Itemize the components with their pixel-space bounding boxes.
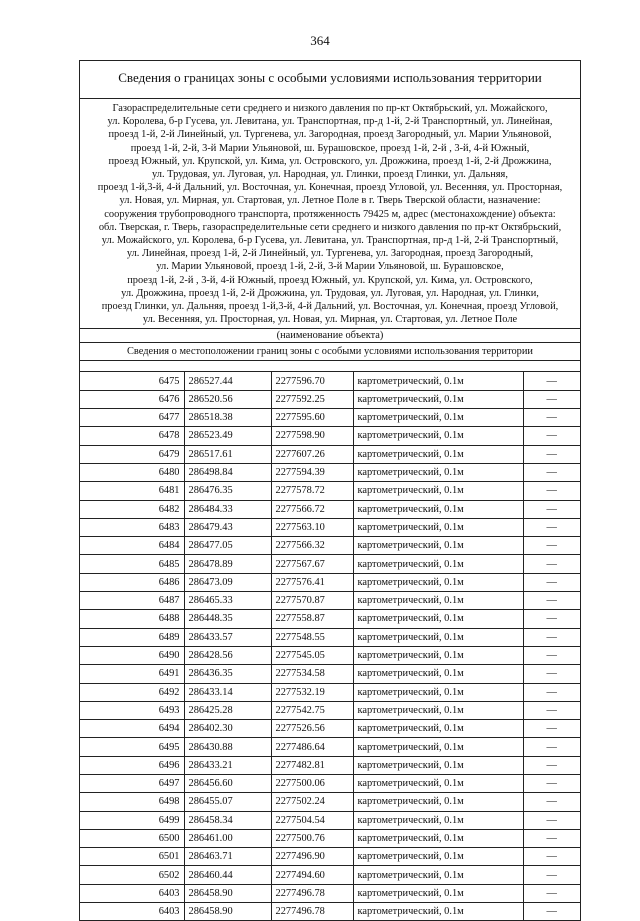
x-coordinate-cell: 286458.34 [184, 811, 271, 829]
method-cell: картометрический, 0.1м [353, 774, 523, 792]
method-cell: картометрический, 0.1м [353, 500, 523, 518]
y-coordinate-cell: 2277598.90 [271, 427, 353, 445]
method-cell: картометрический, 0.1м [353, 848, 523, 866]
x-coordinate-cell: 286461.00 [184, 829, 271, 847]
description-line: обл. Тверская, г. Тверь, газораспределительные сети среднего и низкого давления по пр-кт Октябрьский, [98, 221, 562, 233]
description-cell: — [523, 463, 580, 481]
point-number-cell: 6403 [80, 903, 184, 921]
y-coordinate-cell: 2277566.32 [271, 537, 353, 555]
method-cell: картометрический, 0.1м [353, 793, 523, 811]
y-coordinate-cell: 2277502.24 [271, 793, 353, 811]
method-cell: картометрический, 0.1м [353, 683, 523, 701]
y-coordinate-cell: 2277496.90 [271, 848, 353, 866]
x-coordinate-cell: 286456.60 [184, 774, 271, 792]
location-section-header: Сведения о местоположении границ зоны с особыми условиями использования территории [80, 343, 580, 361]
x-coordinate-cell: 286463.71 [184, 848, 271, 866]
method-cell: картометрический, 0.1м [353, 555, 523, 573]
y-coordinate-cell: 2277532.19 [271, 683, 353, 701]
point-number-cell: 6483 [80, 518, 184, 536]
point-number-cell: 6485 [80, 555, 184, 573]
description-line: ул. Королева, б-р Гусева, ул. Левитана, ул. Транспортная, пр-д 1-й, 2-й Транспортный, ул. Линейная, [107, 116, 553, 128]
table-row [80, 848, 580, 866]
table-row [80, 463, 580, 481]
point-number-cell: 6479 [80, 445, 184, 463]
method-cell: картометрический, 0.1м [353, 610, 523, 628]
description-cell: — [523, 518, 580, 536]
table-row [80, 409, 580, 427]
description-cell: — [523, 573, 580, 591]
method-cell: картометрический, 0.1м [353, 482, 523, 500]
description-cell: — [523, 683, 580, 701]
description-cell: — [523, 628, 580, 646]
table-row [80, 482, 580, 500]
y-coordinate-cell: 2277500.06 [271, 774, 353, 792]
description-cell: — [523, 793, 580, 811]
description-cell: — [523, 720, 580, 738]
point-number-cell: 6484 [80, 537, 184, 555]
y-coordinate-cell: 2277534.58 [271, 665, 353, 683]
y-coordinate-cell: 2277545.05 [271, 646, 353, 664]
table-row [80, 701, 580, 719]
table-row [80, 610, 580, 628]
x-coordinate-cell: 286476.35 [184, 482, 271, 500]
method-cell: картометрический, 0.1м [353, 628, 523, 646]
x-coordinate-cell: 286473.09 [184, 573, 271, 591]
description-cell: — [523, 829, 580, 847]
description-cell: — [523, 427, 580, 445]
method-cell: картометрический, 0.1м [353, 701, 523, 719]
method-cell: картометрический, 0.1м [353, 592, 523, 610]
point-number-cell: 6493 [80, 701, 184, 719]
x-coordinate-cell: 286477.05 [184, 537, 271, 555]
point-number-cell: 6475 [80, 372, 184, 390]
method-cell: картометрический, 0.1м [353, 537, 523, 555]
method-cell: картометрический, 0.1м [353, 811, 523, 829]
description-cell: — [523, 811, 580, 829]
method-cell: картометрический, 0.1м [353, 463, 523, 481]
description-line: проезд Южный, ул. Крупской, ул. Кима, ул. Островского, ул. Дрожжина, проезд 1-й, 2-й Дрожжина, [108, 155, 552, 167]
zone-boundary-document [79, 60, 581, 921]
y-coordinate-cell: 2277548.55 [271, 628, 353, 646]
x-coordinate-cell: 286517.61 [184, 445, 271, 463]
x-coordinate-cell: 286436.35 [184, 665, 271, 683]
page-number: 364 [310, 33, 330, 48]
x-coordinate-cell: 286428.56 [184, 646, 271, 664]
point-number-cell: 6482 [80, 500, 184, 518]
description-line: проезд 1-й,3-й, 4-й Дальний, ул. Восточная, ул. Конечная, проезд Угловой, ул. Весенняя, ул. Просторная, [97, 182, 563, 194]
description-cell: — [523, 774, 580, 792]
x-coordinate-cell: 286433.21 [184, 756, 271, 774]
method-cell: картометрический, 0.1м [353, 427, 523, 445]
y-coordinate-cell: 2277558.87 [271, 610, 353, 628]
method-cell: картометрический, 0.1м [353, 720, 523, 738]
method-cell: картометрический, 0.1м [353, 829, 523, 847]
table-row [80, 866, 580, 884]
description-cell: — [523, 372, 580, 390]
description-line: ул. Марии Ульяновой, проезд 1-й, 2-й, 3-й Марии Ульяновой, ш. Бурашовское, [156, 261, 504, 273]
description-line: сооружения трубопроводного транспорта, протяженность 79425 м, адрес (местонахождение) объекта: [104, 208, 556, 220]
method-cell: картометрический, 0.1м [353, 665, 523, 683]
x-coordinate-cell: 286479.43 [184, 518, 271, 536]
description-cell: — [523, 701, 580, 719]
y-coordinate-cell: 2277576.41 [271, 573, 353, 591]
description-cell: — [523, 884, 580, 902]
coordinates-table [80, 371, 580, 920]
y-coordinate-cell: 2277570.87 [271, 592, 353, 610]
point-number-cell: 6487 [80, 592, 184, 610]
x-coordinate-cell: 286498.84 [184, 463, 271, 481]
table-row [80, 756, 580, 774]
y-coordinate-cell: 2277494.60 [271, 866, 353, 884]
table-row [80, 646, 580, 664]
x-coordinate-cell: 286527.44 [184, 372, 271, 390]
method-cell: картометрический, 0.1м [353, 372, 523, 390]
table-row [80, 793, 580, 811]
table-row [80, 500, 580, 518]
method-cell: картометрический, 0.1м [353, 738, 523, 756]
table-row [80, 829, 580, 847]
description-line: Газораспределительные сети среднего и низкого давления по пр-кт Октябрьский, ул. Можайского, [112, 103, 548, 114]
x-coordinate-cell: 286402.30 [184, 720, 271, 738]
table-row [80, 390, 580, 408]
point-number-cell: 6498 [80, 793, 184, 811]
x-coordinate-cell: 286458.90 [184, 903, 271, 921]
table-row [80, 427, 580, 445]
description-cell: — [523, 903, 580, 921]
description-cell: — [523, 756, 580, 774]
y-coordinate-cell: 2277500.76 [271, 829, 353, 847]
point-number-cell: 6501 [80, 848, 184, 866]
description-line: проезд 1-й, 2-й, 3-й Марии Ульяновой, ш. Бурашовское, проезд 1-й, 2-й , 3-й, 4-й Южный, [130, 142, 530, 154]
description-line: ул. Дрожжина, проезд 1-й, 2-й Дрожжина, ул. Трудовая, ул. Луговая, ул. Народная, ул. Глинки, [121, 287, 539, 299]
description-cell: — [523, 738, 580, 756]
y-coordinate-cell: 2277563.10 [271, 518, 353, 536]
description-line: проезд Глинки, ул. Дальняя, проезд 1-й,3-й, 4-й Дальний, ул. Восточная, ул. Конечная, проезд Угловой, [101, 301, 559, 313]
object-name-caption: (наименование объекта) [80, 329, 580, 343]
x-coordinate-cell: 286433.57 [184, 628, 271, 646]
point-number-cell: 6488 [80, 610, 184, 628]
object-description [80, 99, 580, 329]
x-coordinate-cell: 286430.88 [184, 738, 271, 756]
point-number-cell: 6476 [80, 390, 184, 408]
point-number-cell: 6494 [80, 720, 184, 738]
x-coordinate-cell: 286523.49 [184, 427, 271, 445]
table-row [80, 592, 580, 610]
x-coordinate-cell: 286455.07 [184, 793, 271, 811]
point-number-cell: 6403 [80, 884, 184, 902]
point-number-cell: 6497 [80, 774, 184, 792]
method-cell: картометрический, 0.1м [353, 646, 523, 664]
y-coordinate-cell: 2277496.78 [271, 884, 353, 902]
y-coordinate-cell: 2277504.54 [271, 811, 353, 829]
y-coordinate-cell: 2277596.70 [271, 372, 353, 390]
description-cell: — [523, 555, 580, 573]
x-coordinate-cell: 286465.33 [184, 592, 271, 610]
point-number-cell: 6489 [80, 628, 184, 646]
point-number-cell: 6478 [80, 427, 184, 445]
method-cell: картометрический, 0.1м [353, 390, 523, 408]
description-cell: — [523, 482, 580, 500]
point-number-cell: 6481 [80, 482, 184, 500]
y-coordinate-cell: 2277578.72 [271, 482, 353, 500]
table-row [80, 628, 580, 646]
method-cell: картометрический, 0.1м [353, 573, 523, 591]
y-coordinate-cell: 2277566.72 [271, 500, 353, 518]
table-row [80, 537, 580, 555]
x-coordinate-cell: 286433.14 [184, 683, 271, 701]
y-coordinate-cell: 2277592.25 [271, 390, 353, 408]
table-row [80, 738, 580, 756]
point-number-cell: 6499 [80, 811, 184, 829]
method-cell: картометрический, 0.1м [353, 884, 523, 902]
table-row [80, 811, 580, 829]
point-number-cell: 6480 [80, 463, 184, 481]
y-coordinate-cell: 2277595.60 [271, 409, 353, 427]
description-cell: — [523, 592, 580, 610]
y-coordinate-cell: 2277482.81 [271, 756, 353, 774]
description-line: ул. Трудовая, ул. Луговая, ул. Народная, ул. Глинки, проезд Глинки, ул. Дальняя, [152, 169, 508, 181]
method-cell: картометрический, 0.1м [353, 518, 523, 536]
x-coordinate-cell: 286425.28 [184, 701, 271, 719]
method-cell: картометрический, 0.1м [353, 445, 523, 463]
description-cell: — [523, 665, 580, 683]
point-number-cell: 6496 [80, 756, 184, 774]
description-line: проезд 1-й, 2-й Линейный, ул. Тургенева, ул. Загородная, проезд Загородный, ул. Марии Ульяновой, [108, 129, 552, 141]
description-line: ул. Линейная, проезд 1-й, 2-й Линейный, ул. Тургенева, ул. Загородная, проезд Загородный, [126, 248, 534, 260]
point-number-cell: 6490 [80, 646, 184, 664]
table-row [80, 774, 580, 792]
point-number-cell: 6486 [80, 573, 184, 591]
method-cell: картометрический, 0.1м [353, 903, 523, 921]
point-number-cell: 6502 [80, 866, 184, 884]
description-line: ул. Новая, ул. Мирная, ул. Стартовая, ул. Летное Поле в г. Тверь Тверской области, назначение: [119, 195, 541, 207]
description-line: ул. Весенняя, ул. Просторная, ул. Новая, ул. Мирная, ул. Стартовая, ул. Летное Поле [142, 314, 518, 326]
description-line: проезд 1-й, 2-й , 3-й, 4-й Южный, проезд Южный, ул. Крупской, ул. Кима, ул. Островского, [127, 274, 533, 286]
y-coordinate-cell: 2277542.75 [271, 701, 353, 719]
description-cell: — [523, 390, 580, 408]
description-cell: — [523, 848, 580, 866]
coordinates-table-body [80, 372, 580, 920]
y-coordinate-cell: 2277486.64 [271, 738, 353, 756]
x-coordinate-cell: 286478.89 [184, 555, 271, 573]
table-row [80, 445, 580, 463]
table-row [80, 903, 580, 921]
point-number-cell: 6491 [80, 665, 184, 683]
method-cell: картометрический, 0.1м [353, 756, 523, 774]
table-row [80, 555, 580, 573]
description-cell: — [523, 445, 580, 463]
table-row [80, 720, 580, 738]
y-coordinate-cell: 2277526.56 [271, 720, 353, 738]
description-cell: — [523, 610, 580, 628]
point-number-cell: 6492 [80, 683, 184, 701]
table-row [80, 665, 580, 683]
description-cell: — [523, 866, 580, 884]
x-coordinate-cell: 286484.33 [184, 500, 271, 518]
method-cell: картометрический, 0.1м [353, 866, 523, 884]
description-cell: — [523, 500, 580, 518]
header-spacer [80, 361, 580, 371]
description-cell: — [523, 646, 580, 664]
x-coordinate-cell: 286448.35 [184, 610, 271, 628]
x-coordinate-cell: 286460.44 [184, 866, 271, 884]
y-coordinate-cell: 2277567.67 [271, 555, 353, 573]
point-number-cell: 6500 [80, 829, 184, 847]
description-cell: — [523, 537, 580, 555]
table-row [80, 573, 580, 591]
x-coordinate-cell: 286518.38 [184, 409, 271, 427]
x-coordinate-cell: 286458.90 [184, 884, 271, 902]
point-number-cell: 6495 [80, 738, 184, 756]
point-number-cell: 6477 [80, 409, 184, 427]
y-coordinate-cell: 2277607.26 [271, 445, 353, 463]
method-cell: картометрический, 0.1м [353, 409, 523, 427]
y-coordinate-cell: 2277496.78 [271, 903, 353, 921]
table-row [80, 683, 580, 701]
x-coordinate-cell: 286520.56 [184, 390, 271, 408]
table-row [80, 884, 580, 902]
description-cell: — [523, 409, 580, 427]
document-title: Сведения о границах зоны с особыми условиями использования территории [80, 61, 580, 99]
description-line: ул. Можайского, ул. Королева, б-р Гусева, ул. Левитана, ул. Транспортная, пр-д 1-й, 2-й Транспортный, [101, 235, 559, 247]
y-coordinate-cell: 2277594.39 [271, 463, 353, 481]
table-row [80, 518, 580, 536]
table-row [80, 372, 580, 390]
